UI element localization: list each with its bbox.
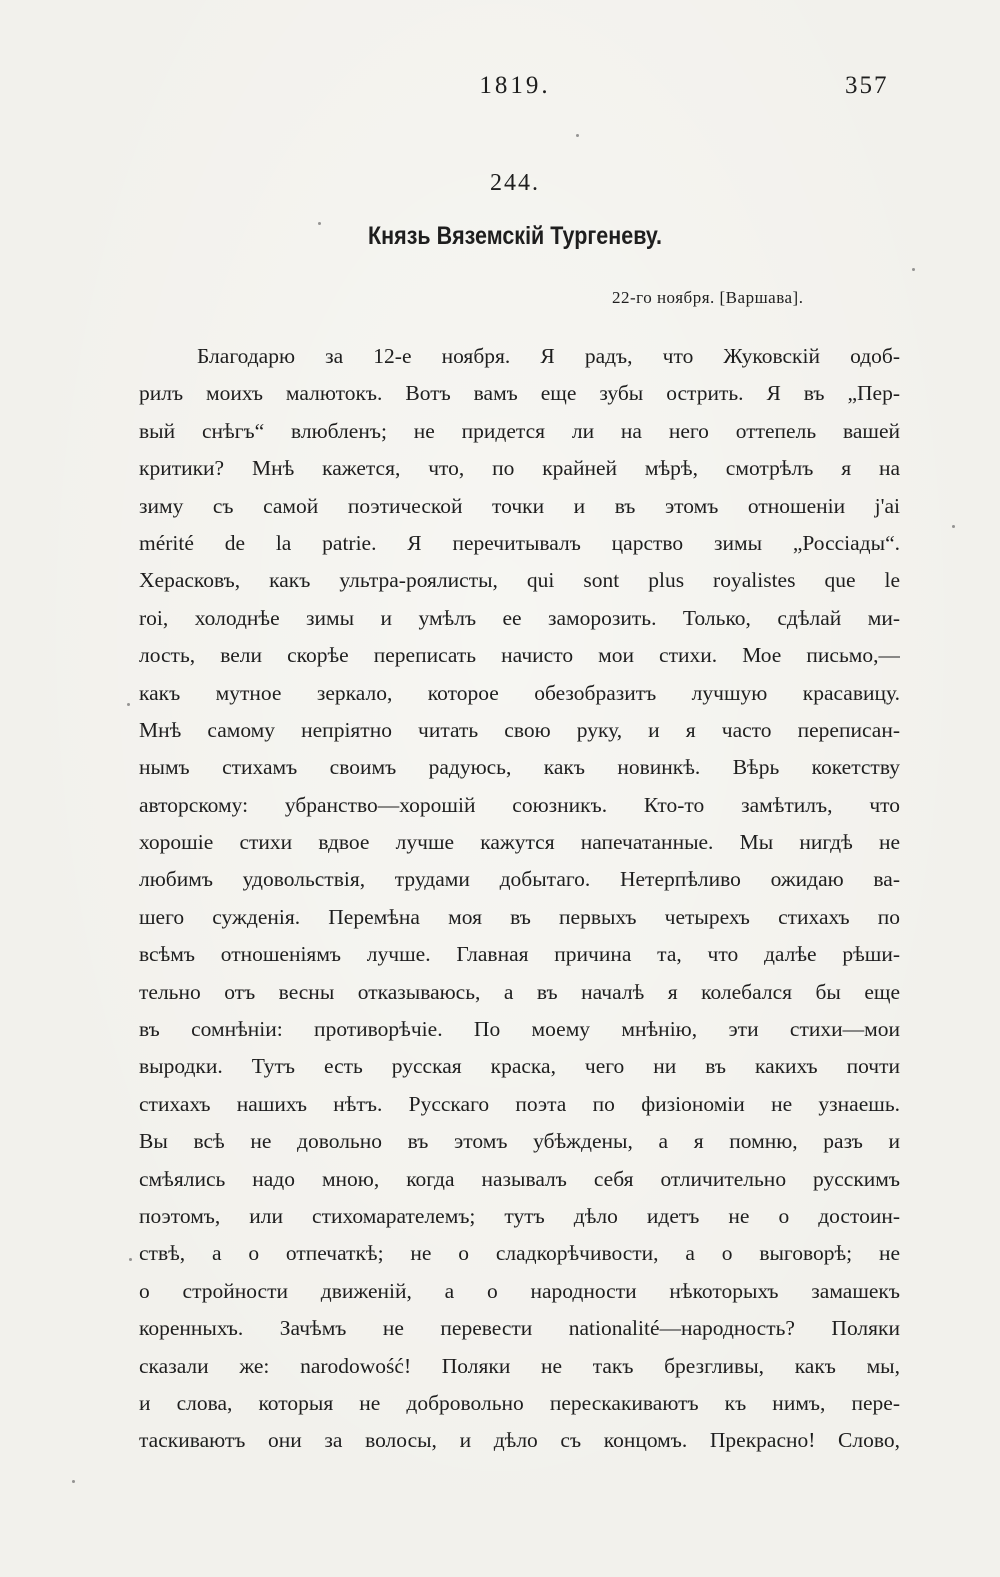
letter-date: 22-го ноября. [Варшава]. — [612, 288, 804, 307]
body-line: какъ мутное зеркало, которое обезобразитъ лучшую красавицу. — [139, 680, 900, 705]
letter-number: 244. — [490, 170, 540, 196]
print-speck — [952, 525, 955, 528]
letter-body — [139, 338, 900, 1460]
body-line: рилъ моихъ малютокъ. Вотъ вамъ еще зубы острить. Я въ „Пер- — [139, 381, 900, 406]
letter-heading: Князь Вяземскій Тургеневу. — [368, 222, 662, 250]
body-line: любимъ удовольствія, трудами добытаго. Нетерпѣливо ожидаю ва- — [139, 867, 900, 892]
body-line: ствѣ, а о отпечаткѣ; не о сладкорѣчивости, а о выговорѣ; не — [139, 1241, 900, 1266]
body-line: о стройности движеній, а о народности нѣкоторыхъ замашекъ — [139, 1278, 900, 1303]
body-line: лость, вели скорѣе переписать начисто мои стихи. Мое письмо,— — [139, 643, 900, 668]
body-line: сказали же: narodowość! Поляки не такъ брезгливы, какъ мы, — [139, 1353, 900, 1378]
body-line: вый снѣгъ“ влюбленъ; не придется ли на него оттепель вашей — [139, 418, 900, 443]
print-speck — [318, 222, 321, 225]
body-line: авторскому: убранство—хорошій союзникъ. Кто-то замѣтилъ, что — [139, 792, 900, 817]
print-speck — [576, 134, 579, 137]
print-speck — [912, 268, 915, 271]
body-line: и слова, которыя не добровольно перескакиваютъ къ нимъ, пере- — [139, 1390, 900, 1415]
body-line: поэтомъ, или стихомарателемъ; тутъ дѣло идетъ не о достоин- — [139, 1203, 900, 1228]
body-line: таскиваютъ они за волосы, и дѣло съ концомъ. Прекрасно! Слово, — [139, 1428, 900, 1453]
body-line: въ сомнѣніи: противорѣчіе. По моему мнѣнію, эти стихи—мои — [139, 1017, 900, 1042]
print-speck — [127, 703, 130, 706]
running-header-year: 1819. — [479, 72, 551, 99]
page-number: 357 — [845, 72, 889, 99]
body-line: выродки. Тутъ есть русская краска, чего ни въ какихъ почти — [139, 1054, 900, 1079]
body-line: Херасковъ, какъ ультра-роялисты, qui sont plus royalistes que le — [139, 568, 900, 593]
body-line: всѣмъ отношеніямъ лучше. Главная причина та, что далѣе рѣши- — [139, 942, 900, 967]
body-line: критики? Мнѣ кажется, что, по крайней мѣрѣ, смотрѣлъ я на — [139, 456, 900, 481]
body-line: Вы всѣ не довольно въ этомъ убѣждены, а я помню, разъ и — [139, 1129, 900, 1154]
body-line: стихахъ нашихъ нѣтъ. Русскаго поэта по физіономіи не узнаешь. — [139, 1091, 900, 1116]
print-speck — [72, 1480, 75, 1483]
body-line: зиму съ самой поэтической точки и въ этомъ отношеніи j'ai — [139, 493, 900, 518]
body-line: Благодарю за 12-е ноября. Я радъ, что Жуковскій одоб- — [197, 344, 900, 368]
body-line: хорошіе стихи вдвое лучше кажутся напечатанные. Мы нигдѣ не — [139, 830, 900, 855]
body-line: коренныхъ. Зачѣмъ не перевести nationalité—народность? Поляки — [139, 1316, 900, 1341]
body-line: roi, холоднѣе зимы и умѣлъ ее заморозить. Только, сдѣлай ми- — [139, 605, 900, 630]
body-line: Мнѣ самому непріятно читать свою руку, и я часто переписан- — [139, 717, 900, 742]
print-speck — [129, 1258, 132, 1261]
body-line: нымъ стихамъ своимъ радуюсь, какъ новинкѣ. Вѣрь кокетству — [139, 755, 900, 780]
body-line: mérité de la patrie. Я перечитывалъ царство зимы „Россіады“. — [139, 530, 900, 555]
body-line: шего сужденія. Перемѣна моя въ первыхъ четырехъ стихахъ по — [139, 904, 900, 929]
body-line: тельно отъ весны отказываюсь, а въ началѣ я колебался бы еще — [139, 979, 900, 1004]
body-line: смѣялись надо мною, когда называлъ себя отличительно русскимъ — [139, 1166, 900, 1191]
